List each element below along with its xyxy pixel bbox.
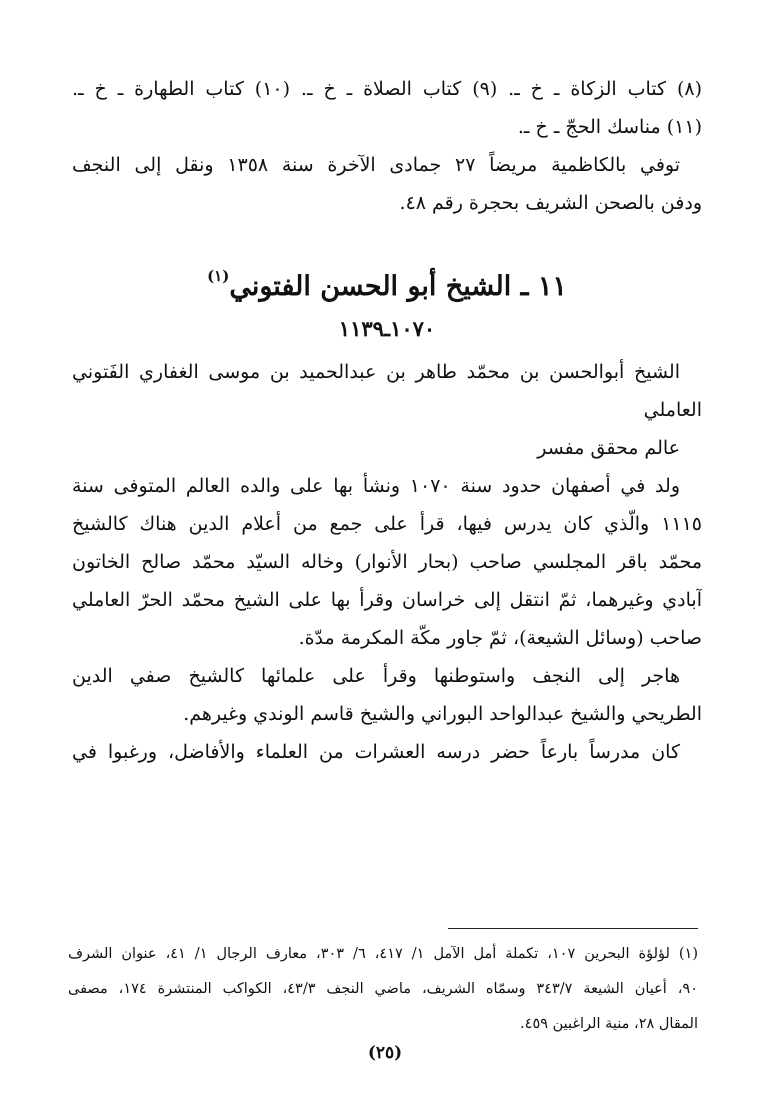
- entry-title: ١١ ـ الشيخ أبو الحسن الفتوني: [229, 271, 567, 302]
- body-line: ١١١٥ والّذي كان يدرس فيها، قرأ على جمع من أعلام الدين هناك كالشيخ: [72, 513, 702, 535]
- body-line: هاجر إلى النجف واستوطنها وقرأ على علمائها كالشيخ صفي الدين: [72, 665, 680, 687]
- body-line: صاحب (وسائل الشيعة)، ثمّ جاور مكّة المكرمة مدّة.: [298, 627, 702, 649]
- body-line: آبادي وغيرهما، ثمّ انتقل إلى خراسان وقرأ بها على الشيخ محمّد الحرّ العاملي: [72, 589, 702, 611]
- body-line: (١١) مناسك الحجّ ـ خ ـ.: [517, 116, 702, 138]
- entry-dates: ١٠٧٠ـ١١٣٩: [338, 316, 436, 341]
- body-line: ودفن بالصحن الشريف بحجرة رقم ٤٨.: [399, 192, 702, 214]
- entry-heading: [72, 254, 702, 309]
- footnote-line: ٩٠، أعيان الشيعة ٣٤٣/٧ وسمّاه الشريف، ماضي النجف ٤٣/٣، الكواكب المنتشرة ١٧٤، مصفى: [68, 981, 698, 997]
- body-line: توفي بالكاظمية مريضاً ٢٧ جمادى الآخرة سنة ١٣٥٨ ونقل إلى النجف: [72, 154, 681, 176]
- body-line: محمّد باقر المجلسي صاحب (بحار الأنوار) وخاله السيّد محمّد صالح الخاتون: [72, 551, 702, 573]
- page-number: (٢٥): [367, 1043, 403, 1063]
- body-line: ولد في أصفهان حدود سنة ١٠٧٠ ونشأ بها على والده العالم المتوفى سنة: [72, 475, 680, 497]
- body-line: الطريحي والشيخ عبدالواحد البوراني والشيخ قاسم الوندي وغيرهم.: [183, 703, 702, 725]
- footnotes: [68, 937, 698, 1042]
- body-line: عالم محقق مفسر: [537, 437, 680, 459]
- body-line: العاملي: [643, 399, 702, 421]
- footnote-line: المقال ٢٨، منية الراغبين ٤٥٩.: [520, 1016, 698, 1032]
- body-line: الشيخ أبوالحسن بن محمّد طاهر بن عبدالحميد بن موسى الغفاري الفَتوني: [72, 361, 680, 383]
- body-line: (٨) كتاب الزكاة ـ خ ـ. (٩) كتاب الصلاة ـ خ ـ. (١٠) كتاب الطهارة ـ خ ـ.: [72, 78, 702, 100]
- body-line: كان مدرساً بارعاً حضر درسه العشرات من العلماء والأفاضل، ورغبوا في: [72, 741, 680, 763]
- footnote-reference: (١): [207, 267, 230, 285]
- footnote-line: (١) لؤلؤة البحرين ١٠٧، تكملة أمل الآمل ١/ ٤١٧، ٦/ ٣٠٣، معارف الرجال ١/ ٤١، عنوان الشرف: [68, 946, 698, 962]
- footnote-divider: [448, 928, 698, 929]
